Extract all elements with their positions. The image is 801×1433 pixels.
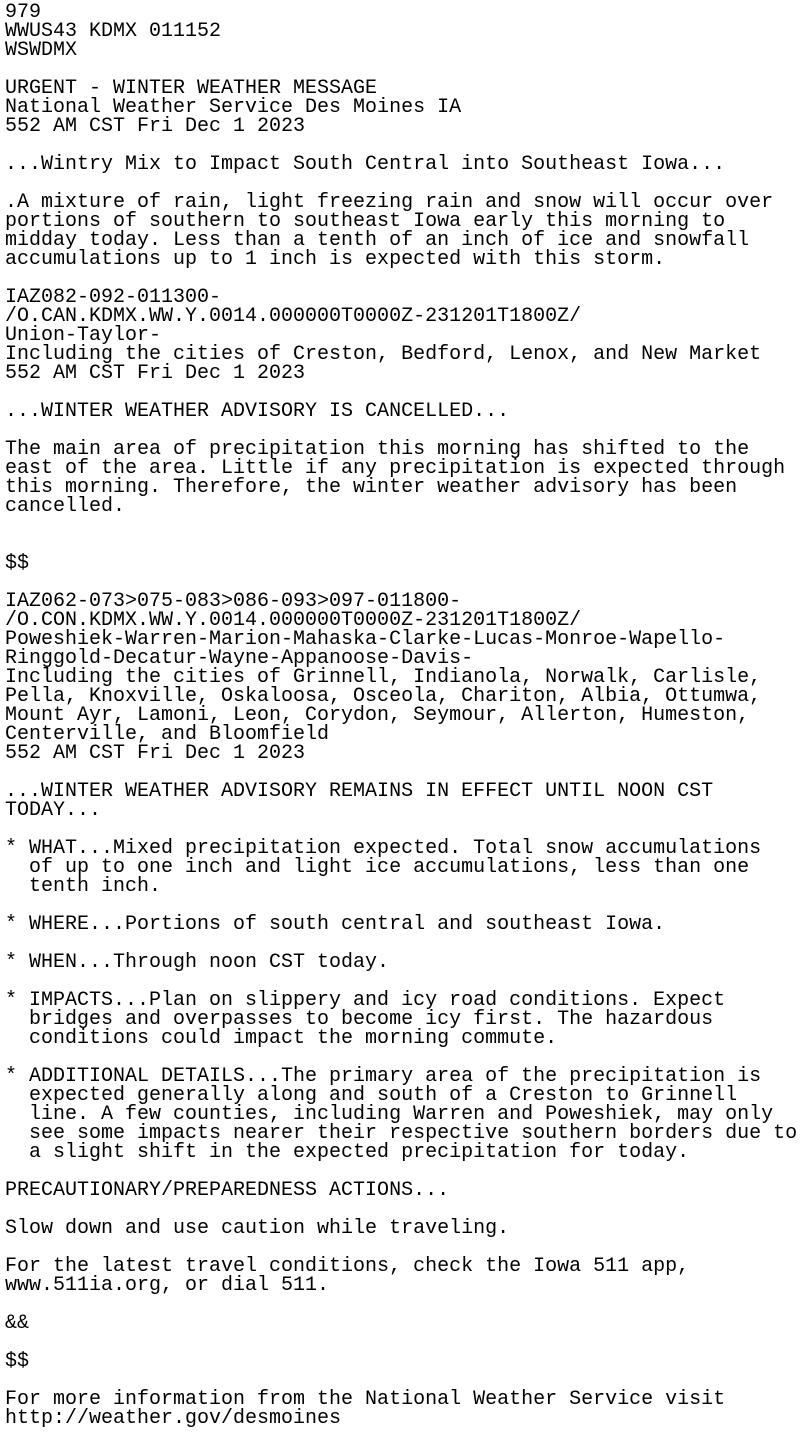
bulletin-line: /O.CAN.KDMX.WW.Y.0014.000000T0000Z-231201T1800Z/ (5, 305, 582, 328)
bulletin-line: * WHERE...Portions of south central and southeast Iowa. (5, 913, 666, 936)
bulletin-line (5, 535, 801, 554)
bulletin-line (5, 1333, 801, 1352)
bulletin-line: portions of southern to southeast Iowa early this morning to (5, 210, 726, 233)
bulletin-line: www.511ia.org, or dial 511. (5, 1274, 330, 1297)
bulletin-line: $$ (5, 1350, 30, 1373)
bulletin-line: National Weather Service Des Moines IA (5, 96, 462, 119)
bulletin-line: a slight shift in the expected precipitation for today. (5, 1141, 690, 1164)
bulletin-line: Union-Taylor- (5, 324, 162, 347)
bulletin-line: east of the area. Little if any precipitation is expected through (5, 457, 786, 480)
bulletin-line: * WHEN...Through noon CST today. (5, 951, 390, 974)
bulletin-line: of up to one inch and light ice accumulations, less than one (5, 856, 750, 879)
bulletin-line: conditions could impact the morning commute. (5, 1027, 558, 1050)
bulletin-line: Centerville, and Bloomfield (5, 723, 330, 746)
bulletin-line: Poweshiek-Warren-Marion-Mahaska-Clarke-Lucas-Monroe-Wapello- (5, 628, 726, 651)
bulletin-line: ...WINTER WEATHER ADVISORY REMAINS IN EFFECT UNTIL NOON CST (5, 780, 714, 803)
bulletin-line: $$ (5, 552, 30, 575)
bulletin-line: /O.CON.KDMX.WW.Y.0014.000000T0000Z-231201T1800Z/ (5, 609, 582, 632)
bulletin-line (5, 516, 801, 535)
bulletin-line: 552 AM CST Fri Dec 1 2023 (5, 115, 306, 138)
bulletin-line: expected generally along and south of a Creston to Grinnell (5, 1084, 738, 1107)
bulletin-line: 979 (5, 1, 42, 24)
bulletin-line: && (5, 1312, 30, 1335)
bulletin-line: * IMPACTS...Plan on slippery and icy road conditions. Expect (5, 989, 726, 1012)
bulletin-line: Ringgold-Decatur-Wayne-Appanoose-Davis- (5, 647, 474, 670)
bulletin-line: The main area of precipitation this morning has shifted to the (5, 438, 750, 461)
bulletin-line: For more information from the National Weather Service visit (5, 1388, 726, 1411)
bulletin-line: accumulations up to 1 inch is expected with this storm. (5, 248, 666, 271)
bulletin-line: URGENT - WINTER WEATHER MESSAGE (5, 77, 378, 100)
bulletin-line: IAZ082-092-011300- (5, 286, 222, 309)
bulletin-line: http://weather.gov/desmoines (5, 1407, 342, 1430)
bulletin-line: WWUS43 KDMX 011152 (5, 20, 222, 43)
bulletin-line: * WHAT...Mixed precipitation expected. Total snow accumulations (5, 837, 762, 860)
bulletin-line: ...Wintry Mix to Impact South Central into Southeast Iowa... (5, 153, 726, 176)
bulletin-line: midday today. Less than a tenth of an inch of ice and snowfall (5, 229, 750, 252)
bulletin-line: Including the cities of Creston, Bedford, Lenox, and New Market (5, 343, 762, 366)
bulletin-line: IAZ062-073>075-083>086-093>097-011800- (5, 590, 462, 613)
bulletin-line: TODAY... (5, 799, 102, 822)
bulletin-line: 552 AM CST Fri Dec 1 2023 (5, 742, 306, 765)
bulletin-line: Mount Ayr, Lamoni, Leon, Corydon, Seymour, Allerton, Humeston, (5, 704, 750, 727)
bulletin-line: bridges and overpasses to become icy first. The hazardous (5, 1008, 714, 1031)
bulletin-line: PRECAUTIONARY/PREPAREDNESS ACTIONS... (5, 1179, 450, 1202)
bulletin-line: Pella, Knoxville, Oskaloosa, Osceola, Chariton, Albia, Ottumwa, (5, 685, 762, 708)
bulletin-line: WSWDMX (5, 39, 78, 62)
bulletin-line: For the latest travel conditions, check the Iowa 511 app, (5, 1255, 690, 1278)
bulletin-line: Slow down and use caution while traveling. (5, 1217, 510, 1240)
bulletin-line: Including the cities of Grinnell, Indianola, Norwalk, Carlisle, (5, 666, 762, 689)
bulletin-line (5, 1295, 801, 1314)
bulletin-line: see some impacts nearer their respective southern borders due to (5, 1122, 798, 1145)
bulletin-line: ...WINTER WEATHER ADVISORY IS CANCELLED... (5, 400, 510, 423)
bulletin-line: 552 AM CST Fri Dec 1 2023 (5, 362, 306, 385)
bulletin-line: line. A few counties, including Warren and Poweshiek, may only (5, 1103, 774, 1126)
bulletin-line: cancelled. (5, 495, 126, 518)
bulletin-line: * ADDITIONAL DETAILS...The primary area of the precipitation is (5, 1065, 762, 1088)
bulletin-line: .A mixture of rain, light freezing rain and snow will occur over (5, 191, 774, 214)
bulletin-line: this morning. Therefore, the winter weather advisory has been (5, 476, 738, 499)
bulletin-line: tenth inch. (5, 875, 162, 898)
